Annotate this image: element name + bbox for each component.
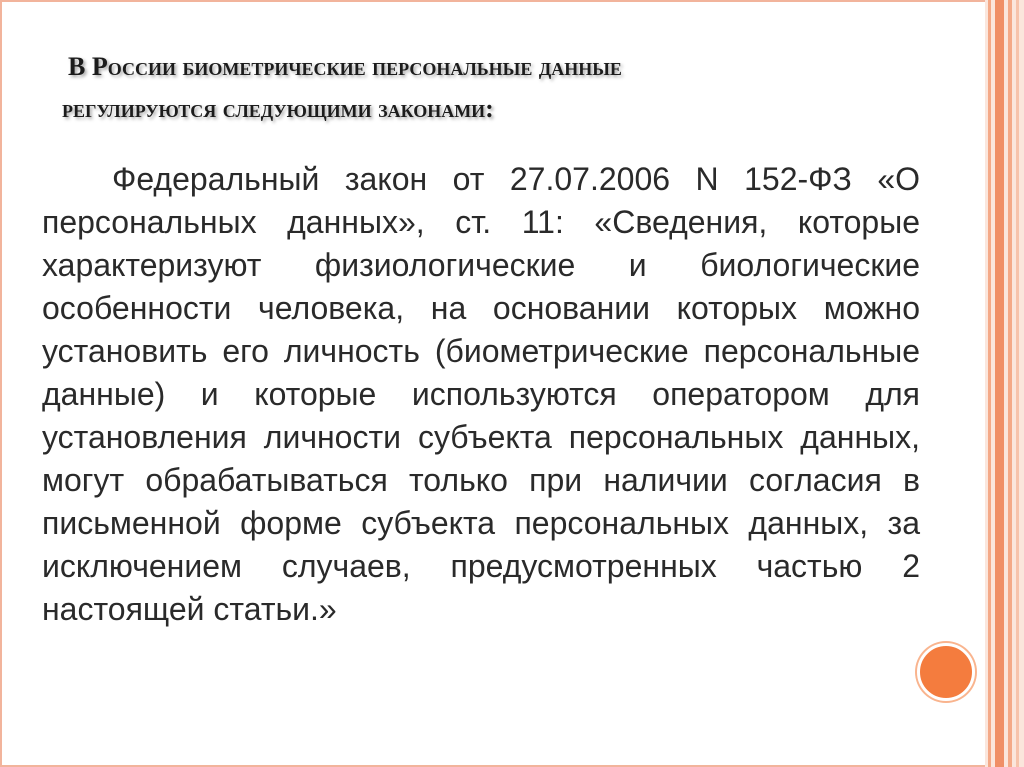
body-text: Федеральный закон от 27.07.2006 N 152-ФЗ «О персональных данных», ст. 11: «Сведения, которые характеризуют физиологические и биологические особенности человека, на основании которых можно установить его личность (биометрические персональные данные) и которые используются оператором для установления личности субъекта персональных данных, могут обрабатываться только при наличии согласия в письменной форме субъекта персональных данных, за исключением случаев, предусмотренных частью 2 настоящей статьи.» — [42, 161, 920, 627]
title-line-2: регулируются следующими законами: — [62, 94, 494, 123]
decorative-stripe — [995, 0, 1004, 767]
title-line-1: В России биометрические персональные данные — [68, 52, 622, 81]
decorative-stripe — [1008, 0, 1012, 767]
decorative-stripe — [1016, 0, 1019, 767]
slide-title — [62, 46, 942, 130]
orange-circle-icon — [917, 643, 975, 701]
decorative-stripe — [988, 0, 991, 767]
